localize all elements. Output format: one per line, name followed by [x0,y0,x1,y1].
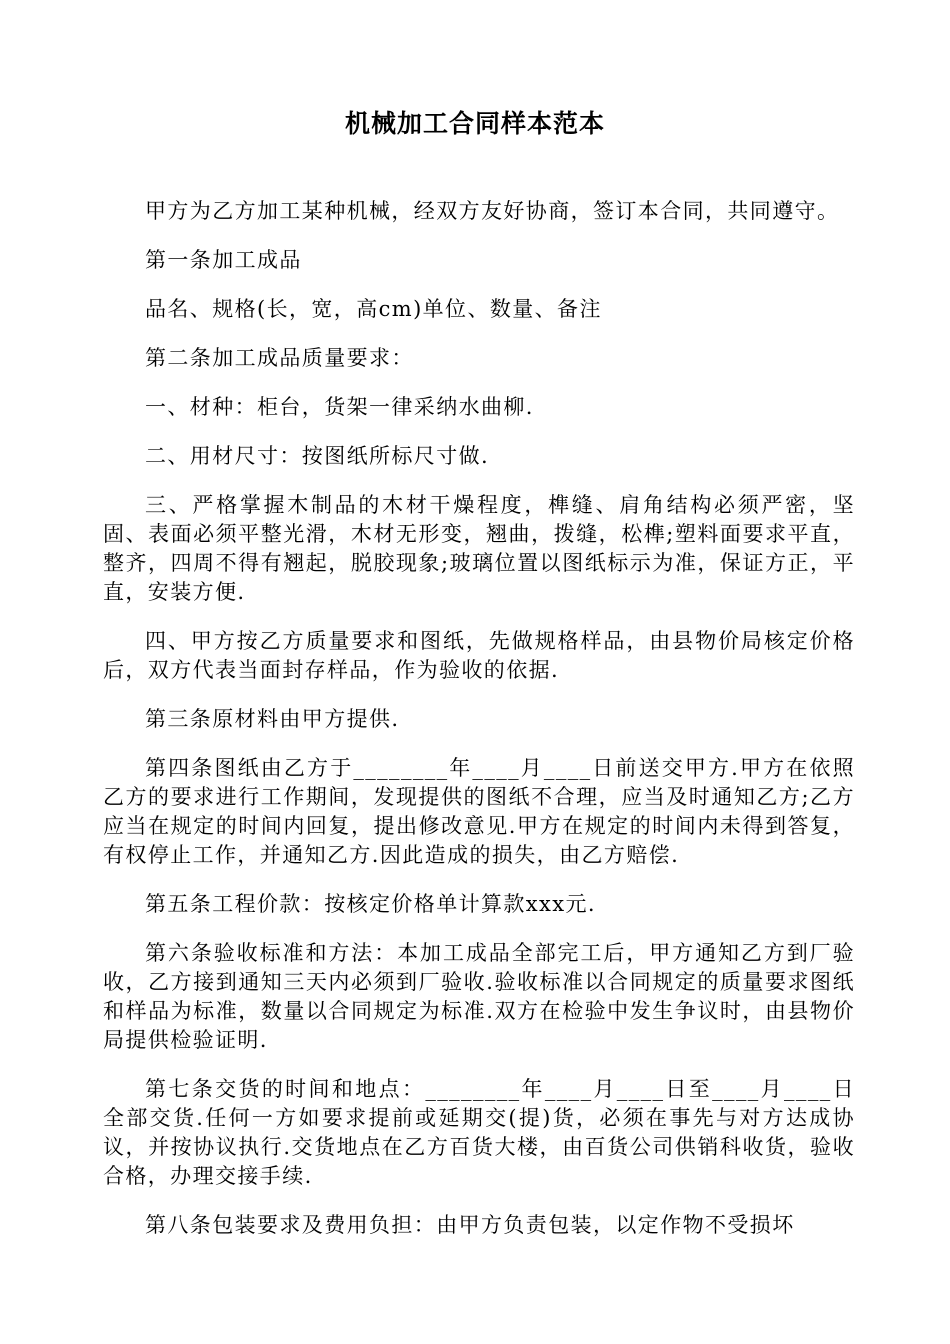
document-body [103,197,855,1260]
paragraph-product-spec: 品名、规格(长，宽，高cm)单位、数量、备注 [145,297,602,321]
paragraph-article-8: 第八条包装要求及费用负担：由甲方负责包装，以定作物不受损坏 [145,1213,795,1237]
paragraph-material-size: 二、用材尺寸：按图纸所标尺寸做. [145,444,490,468]
paragraph-material-type: 一、材种：柜台，货架一律采纳水曲柳. [145,395,534,419]
paragraph-quality-control: 三、严格掌握木制品的木材干燥程度，榫缝、肩角结构必须严密，坚固、表面必须平整光滑，木材无形变，翘曲，拨缝，松榫;塑料面要求平直，整齐，四周不得有翘起，脱胶现象;玻璃位置以图纸标示为准，保证方正，平直，安装方便. [103,493,855,604]
paragraph-sample-approval: 四、甲方按乙方质量要求和图纸，先做规格样品，由县物价局核定价格后，双方代表当面封存样品，作为验收的依据. [103,629,855,682]
paragraph-intro: 甲方为乙方加工某种机械，经双方友好协商，签订本合同，共同遵守。 [145,199,840,223]
paragraph-article-1-heading: 第一条加工成品 [145,248,302,272]
paragraph-article-6: 第六条验收标准和方法：本加工成品全部完工后，甲方通知乙方到厂验收，乙方接到通知三天内必须到厂验收.验收标准以合同规定的质量要求图纸和样品为标准，数量以合同规定为标准.双方在检验中发生争议时，由县物价局提供检验证明. [103,941,855,1052]
paragraph-article-4: 第四条图纸由乙方于________年____月____日前送交甲方.甲方在依照乙方的要求进行工作期间，发现提供的图纸不合理，应当及时通知乙方;乙方应当在规定的时间内回复，提出修改意见.甲方在规定的时间内未得到答复，有权停止工作，并通知乙方.因此造成的损失，由乙方赔偿. [103,756,855,867]
document-title: 机械加工合同样本范本 [344,109,605,138]
paragraph-article-7: 第七条交货的时间和地点：________年____月____日至____月____日全部交货.任何一方如要求提前或延期交(提)货，必须在事先与对方达成协议，并按协议执行.交货地点在乙方百货大楼，由百货公司供销科收货，验收合格，办理交接手续. [103,1077,855,1188]
paragraph-article-3: 第三条原材料由甲方提供. [145,707,400,731]
paragraph-article-5: 第五条工程价款：按核定价格单计算款xxx元. [145,892,597,916]
paragraph-article-2-heading: 第二条加工成品质量要求： [145,346,414,370]
